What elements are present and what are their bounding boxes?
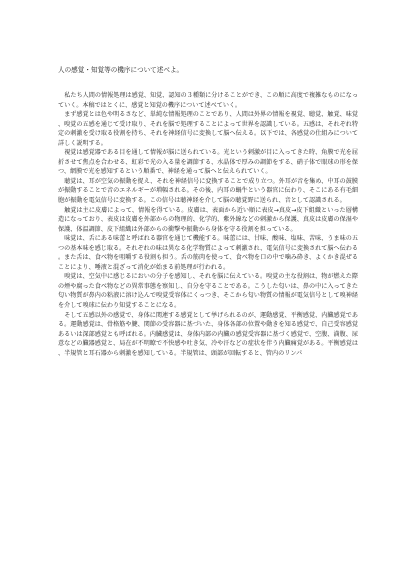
paragraph-1: 私たち人間の情報処理は感覚、知覚、認知の３種類に分けることができ、この順に高度で複雑なものになっていく。本稿ではとくに、感覚と知覚の機序について述べていく。: [58, 92, 358, 109]
paragraph-4: 聴覚は、耳が空気の振動を捉え、それを神経信号に変換することで成り立つ。外耳が音を集め、中耳の鼓膜が振動することで音のエネルギーが増幅される。その後、内耳の蝸牛という器官に伝わり、そこにある有毛細胞が振動を電気信号に変換する。この信号は聴神経を介して脳の聴覚野に送られ、音として認識される。: [58, 177, 358, 205]
document-title: 人の感覚・知覚等の機序について述べよ。: [58, 66, 184, 74]
paragraph-7: 嗅覚は、空気中に感じるにおいの分子を感知し、それを脳に伝えている。嗅覚の主な役割は、物が燃えた際の煙や腐った食べ物などの異常事態を察知し、自分を守ることである。こうした匂いは、鼻の中に入ってきた匂い物質が鼻内の粘液に溶け込んで嗅覚受容体にくっつき、そこから匂い物質の情報が電気信号として嗅神経を介して嗅球に伝わり知覚することになる。: [58, 273, 358, 310]
paragraph-6: 味覚は、舌にある味蕾と呼ばれる器官を通じて機能する。味蕾には、甘味、酸味、塩味、苦味、うま味の五つの基本味を感じ取る。それぞれの味は異なる化学物質によって刺激され、電気信号に変換されて脳へ伝わる。また舌は、食べ物を咀嚼する役割も担う。舌の筋肉を使って、食べ物を口の中で噛み砕き、よくかき混ぜることにより、唾液と混ざって消化が始まる前処理が行われる。: [58, 235, 358, 271]
paragraph-5: 触覚は主に皮膚によって、情報を得ている。皮膚は、表面から近い順に表皮→真皮→皮下組織といった層構造になっており、表皮は皮膚を外部からの物理的、化学的、紫外線などの刺激から保護、真皮は皮膚の保湿や保護、体温調節、皮下組織は外部からの衝撃や振動から身体を守る役割を担っている。: [58, 206, 358, 233]
paragraph-3: 視覚は感覚器である目を通して情報が脳に送られている。光という刺激が目に入ってきた時、角膜で光を屈折させて焦点を合わせる、虹彩で光の入る量を調節する、水晶体で厚みの調節をする、硝子体で眼球の形を保つ、網膜で光を感知するという順番で、神経を通って脳へと伝えられていく。: [58, 149, 358, 176]
paragraph-2: まず感覚とは色や明るさなど、単純な情報処理のことであり、人間は外界の情報を視覚、聴覚、触覚、味覚、嗅覚の五感を通じて受け取り、それを脳で処理することによって世界を認識している。五感は、それぞれ特定の刺激を受け取る役割を持ち、それを神経信号に変換して脳へ伝える。以下では、各感覚の仕組みについて詳しく説明する。: [58, 111, 358, 147]
paragraph-8: そして五感以外の感覚で、身体に関連する感覚として挙げられるのが、運動感覚、平衡感覚、内臓感覚である。運動感覚は、骨格筋や腱、関節の受容器に基づいた、身体各部の位置や動きを知る感覚で、自己受容感覚あるいは深部感覚とも呼ばれる。内臓感覚は、身体内部の内臓の感覚受容器に基づく感覚で、空腹、満腹、尿意などの臓器感覚と、局在が不明瞭で不快感や吐き気、冷や汗などの症状を伴う内臓痛覚がある。平衡感覚は、半規管と耳石器から刺激を感知している。半規管は、頭部が回転すると、管内のリンパ: [58, 311, 358, 357]
document-body: [58, 65, 358, 358]
